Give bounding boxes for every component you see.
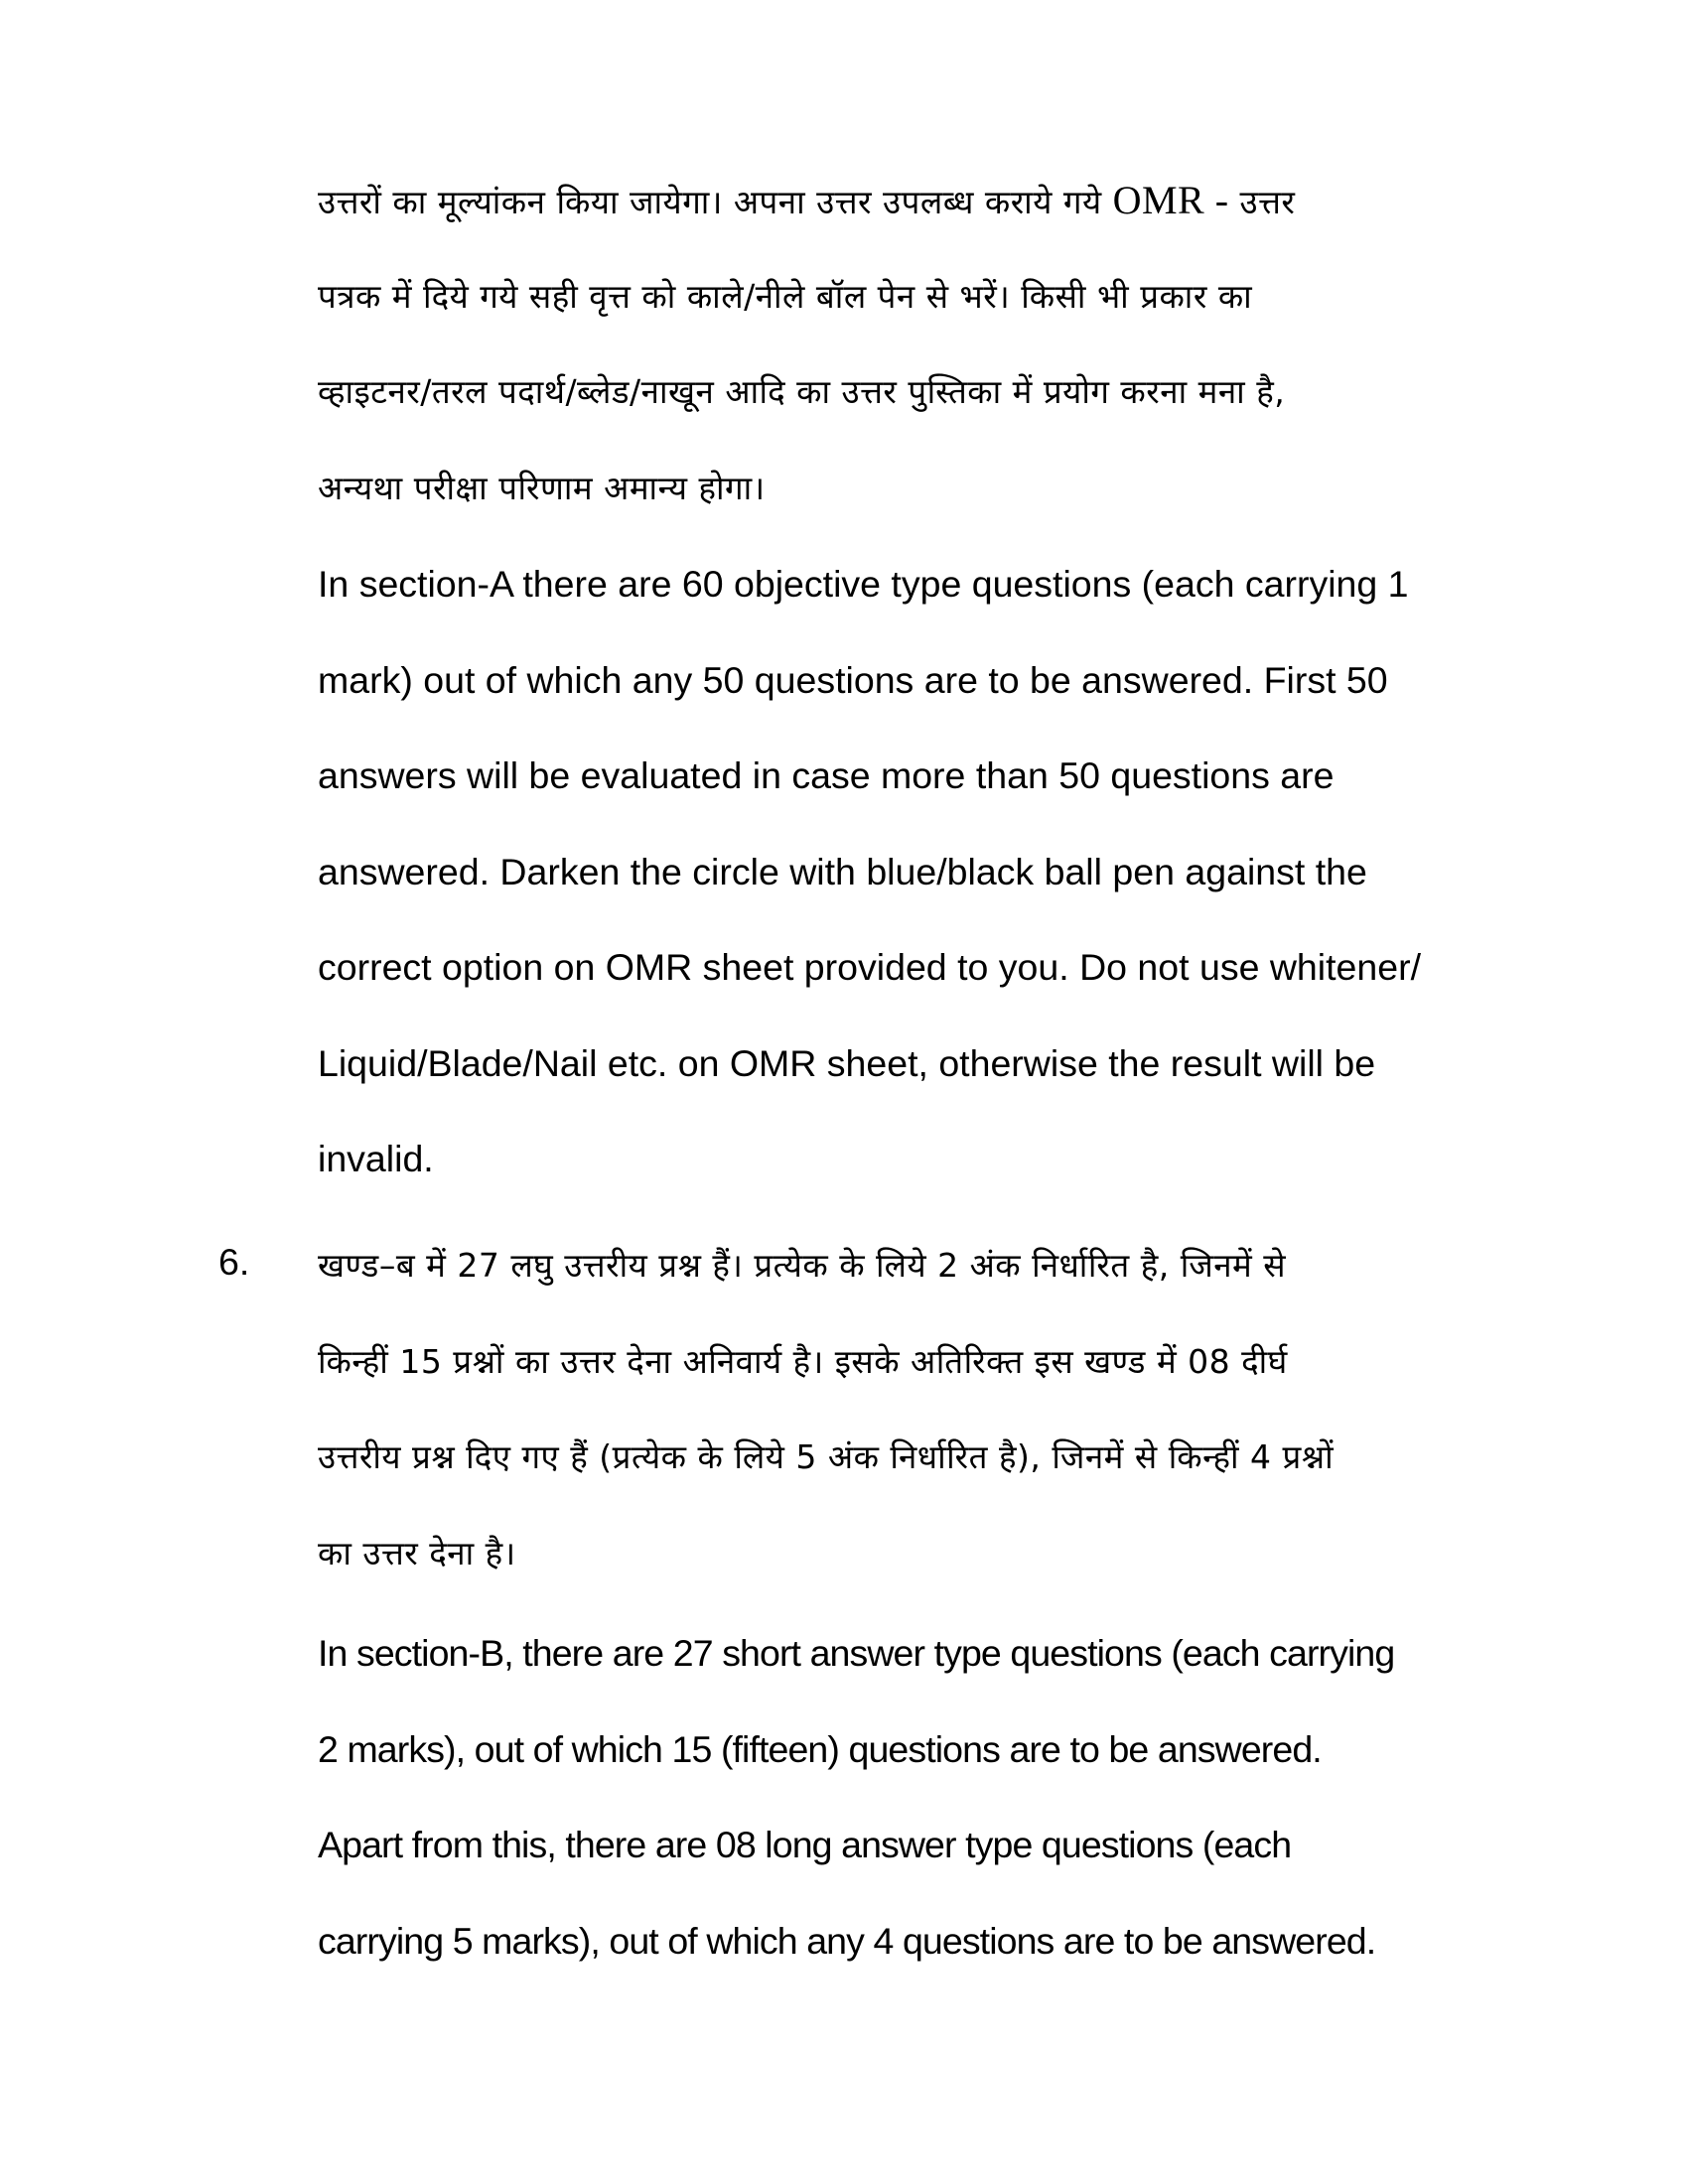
paragraph-line: Apart from this, there are 08 long answer type questions (each (318, 1824, 1292, 1865)
paragraph-line: answered. Darken the circle with blue/black ball pen against the (318, 850, 1367, 892)
paragraph-line: In section-B, there are 27 short answer type questions (each carrying (318, 1632, 1395, 1674)
paragraph-line: अन्यथा परीक्षा परिणाम अमान्य होगा। (318, 468, 766, 507)
paragraph-line: 2 marks), out of which 15 (fifteen) questions are to be answered. (318, 1727, 1322, 1770)
paragraph-line: carrying 5 marks), out of which any 4 questions are to be answered. (318, 1919, 1376, 1962)
paragraph-line: पत्रक में दिये गये सही वृत्त को काले/नीले बॉल पेन से भरें। किसी भी प्रकार का (318, 276, 1253, 316)
item-6-english-paragraph (318, 1605, 1470, 1988)
hindi-instructions-paragraph (318, 153, 1470, 536)
paragraph-line: का उत्तर देना है। (318, 1533, 516, 1572)
paragraph-line: उत्तरों का मूल्यांकन किया जायेगा। अपना उत्तर उपलब्ध कराये गये OMR - उत्तर (318, 178, 1296, 222)
paragraph-line: answers will be evaluated in case more than 50 questions are (318, 754, 1335, 796)
paragraph-line: Liquid/Blade/Nail etc. on OMR sheet, otherwise the result will be (318, 1041, 1376, 1084)
paragraph-line: खण्ड–ब में 27 लघु उत्तरीय प्रश्न हैं। प्रत्येक के लिये 2 अंक निर्धारित है, जिनमें से (318, 1246, 1287, 1285)
item-6-hindi-paragraph (318, 1218, 1470, 1601)
english-section-a-paragraph (318, 536, 1470, 1207)
paragraph-line: व्हाइटनर/तरल पदार्थ/ब्लेड/नाखून आदि का उत्तर पुस्तिका में प्रयोग करना मना है, (318, 372, 1286, 411)
paragraph-line: In section-A there are 60 objective type questions (each carrying 1 (318, 563, 1409, 605)
omr-term: OMR - (1112, 178, 1229, 222)
paragraph-line: mark) out of which any 50 questions are to be answered. First 50 (318, 658, 1388, 701)
paragraph-line: उत्तरीय प्रश्न दिए गए हैं (प्रत्येक के लिये 5 अंक निर्धारित है), जिनमें से किन्हीं 4 प्रश्नों (318, 1437, 1335, 1476)
paragraph-line: correct option on OMR sheet provided to you. Do not use whitener/ (318, 946, 1422, 988)
paragraph-line: किन्हीं 15 प्रश्नों का उत्तर देना अनिवार्य है। इसके अतिरिक्त इस खण्ड में 08 दीर्घ (318, 1341, 1288, 1381)
paragraph-line: invalid. (318, 1138, 434, 1179)
item-number: 6. (218, 1241, 250, 1283)
